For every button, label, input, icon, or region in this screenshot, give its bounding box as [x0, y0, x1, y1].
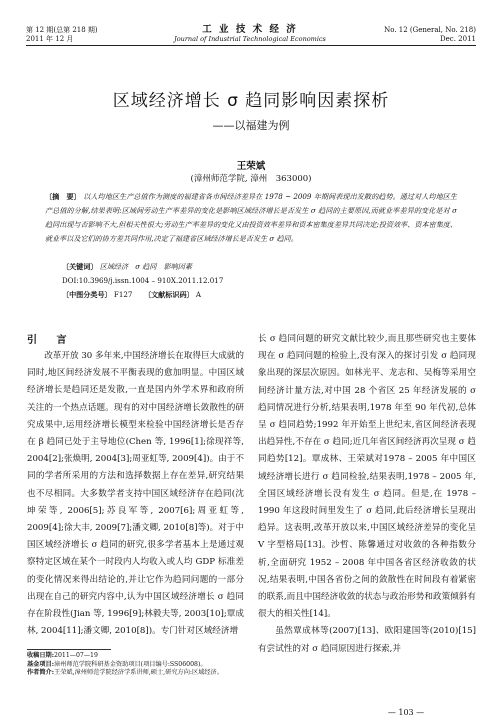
issue-number: 第 12 期(总第 218 期) [26, 26, 98, 34]
journal-name: 工 业 技 术 经 济 [202, 24, 298, 35]
clc-code: F127 [113, 290, 133, 299]
clc-label: 〔中图分类号〕 [62, 290, 112, 299]
running-header-center [150, 24, 350, 44]
footnote-divider [27, 649, 111, 650]
body-paragraph: 改革开放 30 多年来,中国经济增长在取得巨大成就的同时,地区间经济发展不平衡表现的愈加明显。中国区域经济增长是趋同还是发散,一直是国内外学术界和政府所关注的一个热点话题。现有的对中国经济增长敛散性的研究成果中,运用经济增长模型来检验中国经济增长是否存在 β 趋同已处于主导地位(Chen 等, 1996[1];徐现祥等, 2004[2];张焕明, 2004[3];周亚虹等, 2009[4])。由于不同的学者所采用的方法和选择数据上存在差异,研究结果也不尽相同。大多数学者支持中国区域经济存在趋同(沈坤荣等, 2006[5];苏良军等, 2007[6];周亚虹等, 2009[4];徐大丰, 2009[7];潘文卿, 2010[8]等)。对于中国区域经济增长 σ 趋同的研究,很多学者基本上是通过观察特定区域在某个一时段内人均收入或人均 GDP 标准差的变化情况来得出结论的,并让它作为趋同问题的一部分出现在自己的研究内容中,认为中国区域经济增长 σ 趋同存在阶段性(Jian 等, 1996[9];林毅夫等, 2003[10];覃成林, 2004[11];潘文卿, 2010[8])。专门针对区域经济增 [27, 351, 244, 637]
received-date-line [27, 652, 467, 661]
received-label: 收稿日期: [27, 652, 55, 659]
paper-title: 区域经济增长 σ 趋同影响因素探析 [112, 91, 390, 111]
author-name: 王荣斌 [236, 161, 266, 172]
author-info: 王荣斌,漳州师范学院经济学系讲师,硕士,研究方向:区域经济。 [54, 669, 223, 677]
page-number-row [0, 708, 502, 717]
classification-line [62, 288, 223, 302]
issue-number-en: No. 12 (General, No. 218) [384, 26, 476, 34]
running-header-right [384, 26, 476, 44]
author-info-label: 作者简介: [27, 669, 55, 677]
body-column-left [27, 348, 244, 640]
article-meta [62, 260, 223, 302]
keywords: 区域经济 σ 趋同 影响因素 [99, 262, 192, 271]
page-number: — 103 — [387, 708, 425, 717]
keywords-line [62, 260, 223, 274]
fund-line [27, 661, 467, 670]
doi: DOI:10.3969/j.issn.1004 – 910X.2011.12.017 [62, 276, 224, 285]
header-divider [26, 45, 476, 46]
author-info-line [27, 669, 467, 678]
body-paragraph: 长 σ 趋同问题的研究文献比较少,而且那些研究也主要体现在 σ 趋同问题的检验上,没有深入的探讨引发 σ 趋同现象出现的深层次原因。如林光平、龙志和、吴梅等采用空间经济计量方法,对中国 28 个省区 25 年经济发展的 σ 趋同情况进行分析,结果表明,1978 年至 90 年代初,总体呈 σ 趋同趋势;1992 年开始至上世纪末,省区间经济表现出趋异性,不存在 σ 趋同;近几年省区间经济再次呈现 σ 趋同趋势[12]。覃成林、王荣斌对1978 – 2005 年中国区域经济增长进行 σ 趋同检验,结果表明,1978 – 2005 年,全国区域经济增长没有发生 σ 趋同。但是,在 1978 – 1990 年这段时间里发生了 σ 趋同,此后经济增长呈现出趋异。这表明,改革开放以来,中国区域经济差异的变化呈 V 字型格局[13]。沙哲、陈馨通过对收敛的各种指数分析,全面研究 1952 – 2008 年中国各省区经济收敛的状况,结果表明,中国各省份之间的敛散性在时间段有着紧密的联系,而且中国经济收敛的状态与政治形势和政策倾斜有很大的相关性[14]。 [258, 334, 476, 620]
issue-date-en: Dec. 2011 [440, 35, 476, 43]
fund-label: 基金项目: [27, 660, 55, 668]
abstract [45, 190, 457, 246]
doc-code: A [195, 290, 202, 299]
fund-text: 漳州师范学院科研基金资助项目(项目编号:SS06008)。 [54, 660, 207, 668]
section-heading-introduction: 引 言 [27, 335, 75, 346]
received-date: 2011—07—19 [54, 652, 98, 659]
footnote [27, 652, 467, 678]
paper-subtitle: ——以福建为例 [212, 119, 290, 132]
body-column-right [258, 331, 476, 658]
body-paragraph: 虽然覃成林等(2007)[13]、欧阳建国等(2010)[15]有尝试性的对 σ 趋同原因进行探索,并 [258, 626, 476, 654]
issue-date: 2011 年 12 月 [26, 35, 74, 43]
doc-code-label: 〔文献标识码〕 [144, 290, 194, 299]
keywords-label: 〔关键词〕 [62, 262, 98, 271]
journal-name-en: Journal of Industrial Technological Economics [174, 35, 326, 43]
abstract-text: 以人均地区生产总值作为测度的福建省各市间经济差异在 1978 ~ 2009 年期间表现出发散的趋势。通过对人均地区生产总值的分解,结果表明:区域间劳动生产率差异的变化是影响区域经济增长是否发生 σ 趋同的主要原因,而就业率差异的变化是对 σ 趋同出现与否影响不大,但相关性很大;劳动生产率差异的变化又由投资效率差异和资本密集度差异共同决定;投资效率、资本密集度、就业率以及它们的协方差共同作用,决定了福建省区域经济增长是否发生 σ 趋同。 [45, 192, 458, 243]
abstract-label: 〔摘 要〕 [45, 192, 81, 201]
author-affiliation: (漳州师范学院, 漳州 363000) [190, 174, 312, 184]
running-header-left [26, 26, 98, 44]
